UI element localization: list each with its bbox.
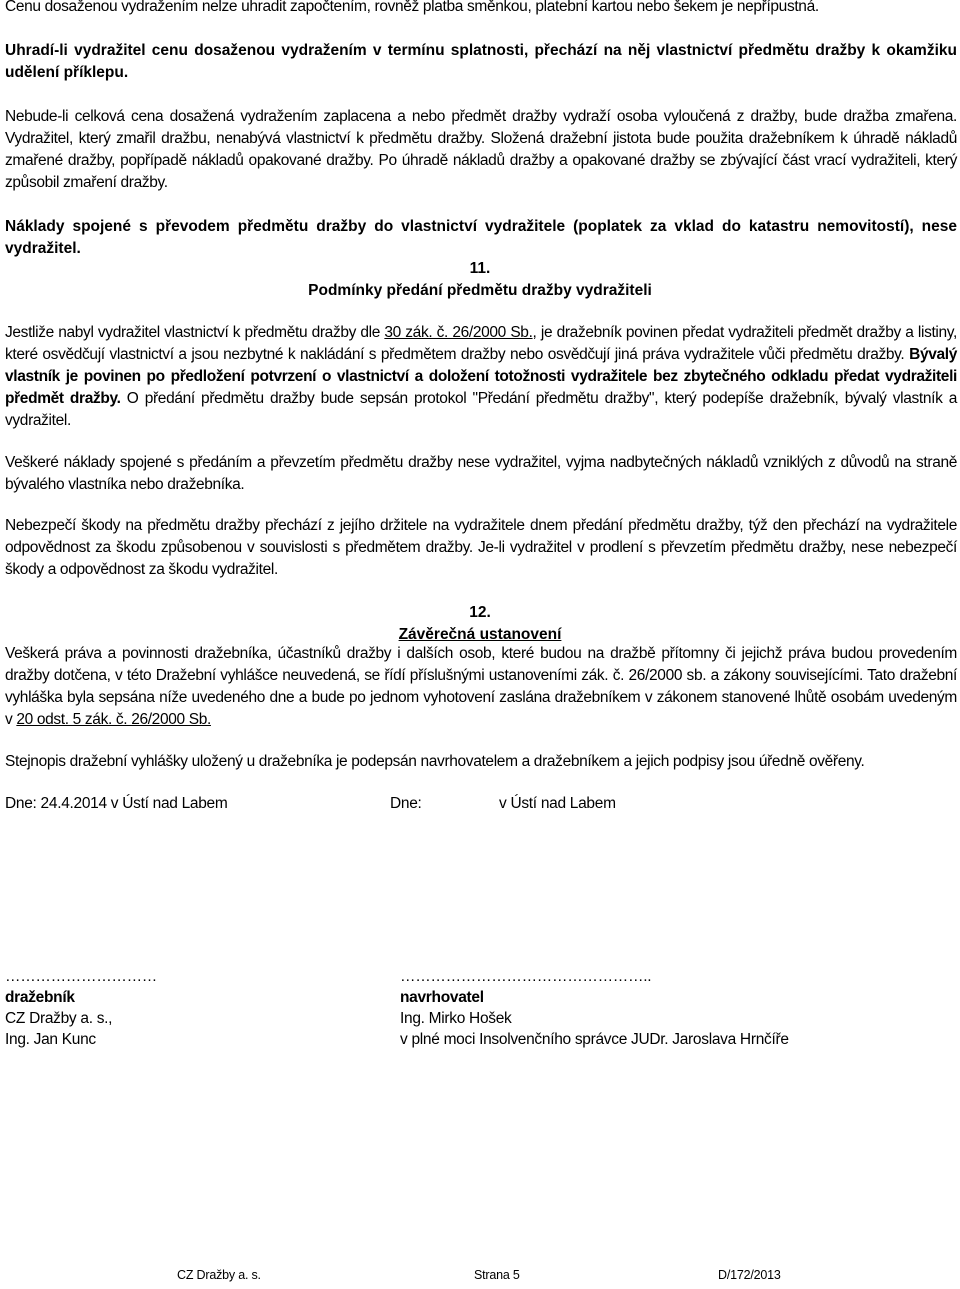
section-12-title-text: Závěrečná ustanovení [398,626,562,643]
footer-page-number: Strana 5 [474,1268,520,1282]
footer-company: CZ Dražby a. s. [177,1268,261,1282]
signature-right-role: navrhovatel [400,989,484,1006]
paragraph-counterpart: Stejnopis dražební vyhlášky uložený u dražebníka je podepsán navrhovatelem a dražebníkem a jejich podpisy jsou úředně ověřeny. [5,753,865,770]
signature-right-line: ………………………………………….. [400,968,652,985]
section-11-title: Podmínky předání předmětu dražby vydražiteli [308,282,652,299]
footer-reference: D/172/2013 [718,1268,781,1282]
date-right: v Ústí nad Labem [499,795,616,812]
date-left: Dne: 24.4.2014 v Ústí nad Labem [5,795,228,812]
signature-left-role: dražebník [5,989,75,1006]
signature-left-line: ………………………… [5,968,158,985]
paragraph-failed-auction: Nebude-li celková cena dosažená vydražením zaplacena a nebo předmět dražby vydraží osoba vyloučená z dražby, bude dražba zmařena. Vydražitel, který zmařil dražbu, nenabývá vlastnictví k předmětu dražby. Složená dražební jistota bude použita dražebníkem k úhradě nákladů zmařené dražby, popřípadě nákladů opakované dražby. Po úhradě nákladů dražby a opakované dražby se zbývající část vrací vydražiteli, který způsobil zmaření dražby. [5,108,957,191]
handover-text-2: , je dražebník povinen předat vydražiteli předmět dražby a listiny, které osvědčují vlastnictví a jsou nezbytné k nakládání s předmětem dražby nebo osvědčují jiná práva vydražitele vůči předmětu dražby. [5,324,957,363]
final-provisions-text: Veškerá práva a povinnosti dražebníka, účastníků dražby i dalších osob, které budou na dražbě přítomny či jejichž práva budou provedením dražby dotčena, v této Dražební vyhlášce neuvedená, se řídí příslušnými ustanoveními zák. č. 26/2000 sb. a zákony souvisejícími. Tato dražební vyhláška byla sepsána níže uvedeného dne a bude po jednom vyhotovení zaslána dražebníkem v zákonem stanovené lhůtě osobám uvedeným v [5,645,957,728]
signature-right-authority: v plné moci Insolvenčního správce JUDr. Jaroslava Hrnčíře [400,1031,789,1048]
signature-left-name: Ing. Jan Kunc [5,1031,96,1048]
handover-text-1: Jestliže nabyl vydražitel vlastnictví k předmětu dražby dle [5,324,385,341]
signature-left-company: CZ Dražby a. s., [5,1010,113,1027]
paragraph-final-provisions [5,643,957,731]
signature-right-name: Ing. Mirko Hošek [400,1010,512,1027]
paragraph-payment-methods: Cenu dosaženou vydražením nelze uhradit započtením, rovněž platba směnkou, platební kartou nebo šekem je nepřípustná. [5,0,819,15]
paragraph-ownership-transfer: Uhradí-li vydražitel cenu dosaženou vydražením v termínu splatnosti, přechází na něj vlastnictví předmětu dražby k okamžiku udělení příklepu. [5,42,957,81]
paragraph-handover-conditions [5,322,957,432]
section-11-number: 11. [469,260,491,277]
paragraph-damage-risk: Nebezpečí škody na předmětu dražby přechází z jejího držitele na vydražitele dnem předání předmětu dražby, týž den přechází na vydražitele odpovědnost za škodu způsobenou v souvislosti s předmětem dražby. Je-li vydražitel v prodlení s převzetím předmětu dražby, nese nebezpečí škody a odpovědnost za škodu vydražitel. [5,517,957,578]
law-reference-link[interactable]: 30 zák. č. 26/2000 Sb. [384,324,533,341]
paragraph-handover-costs: Veškeré náklady spojené s předáním a převzetím předmětu dražby nese vydražitel, vyjma nadbytečných nákladů vzniklých z důvodů na straně bývalého vlastníka nebo dražebníka. [5,454,957,493]
section-12-number: 12. [469,604,491,621]
handover-text-3: O předání předmětu dražby bude sepsán protokol "Předání předmětu dražby", který podepíše dražebník, bývalý vlastník a vydražitel. [5,390,957,429]
handover-bold-text: Bývalý vlastník je povinen po předložení potvrzení o vlastnictví a doložení totožnosti vydražitele bez zbytečného odkladu předat vydražiteli předmět dražby. [5,346,957,407]
paragraph-transfer-costs: Náklady spojené s převodem předmětu dražby do vlastnictví vydražitele (poplatek za vklad do katastru nemovitostí), nese vydražitel. [5,218,957,257]
law-reference-link-2[interactable]: 20 odst. 5 zák. č. 26/2000 Sb. [16,711,211,728]
date-middle: Dne: [390,795,422,812]
